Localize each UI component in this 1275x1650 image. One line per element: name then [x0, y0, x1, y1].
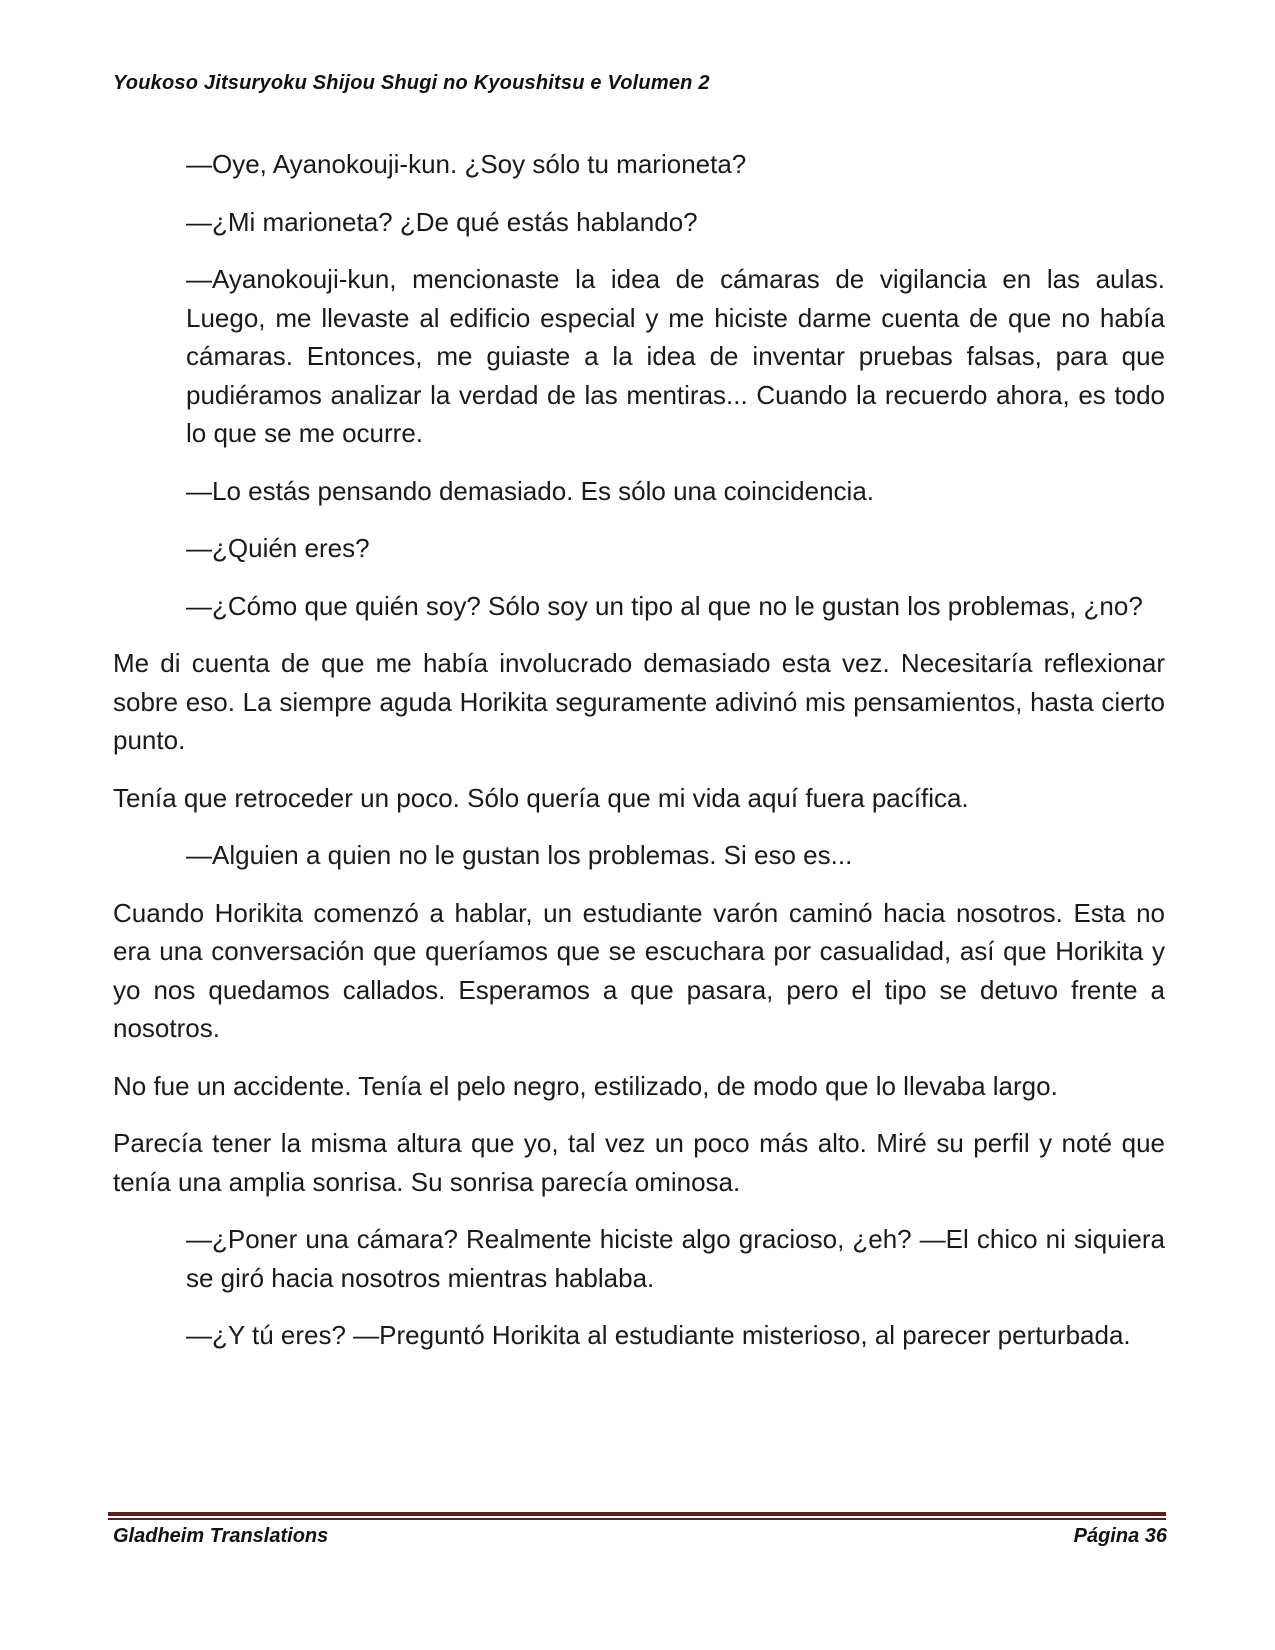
- dialog-paragraph: —¿Cómo que quién soy? Sólo soy un tipo al que no le gustan los problemas, ¿no?: [186, 590, 1143, 621]
- footer-divider-thin: [108, 1518, 1166, 1520]
- page-header-title: Youkoso Jitsuryoku Shijou Shugi no Kyoushitsu e Volumen 2: [113, 72, 710, 94]
- dialog-paragraph: —¿Poner una cámara? Realmente hiciste algo gracioso, ¿eh? —El chico ni siquiera se giró hacia nosotros mientras hablaba.: [186, 1224, 1165, 1293]
- dialog-paragraph: —Lo estás pensando demasiado. Es sólo una coincidencia.: [186, 475, 874, 506]
- narration-paragraph: Tenía que retroceder un poco. Sólo quería que mi vida aquí fuera pacífica.: [113, 782, 969, 813]
- narration-paragraph: Cuando Horikita comenzó a hablar, un estudiante varón caminó hacia nosotros. Esta no era una conversación que queríamos que se escuchara por casualidad, así que Horikita y yo nos quedamos callados. Esperamos a que pasara, pero el tipo se detuvo frente a nosotros.: [113, 897, 1165, 1043]
- dialog-paragraph: —Ayanokouji-kun, mencionaste la idea de cámaras de vigilancia en las aulas. Luego, me llevaste al edificio especial y me hiciste darme cuenta de que no había cámaras. Entonces, me guiaste a la idea de inventar pruebas falsas, para que pudiéramos analizar la verdad de las mentiras... Cuando la recuerdo ahora, es todo lo que se me ocurre.: [186, 264, 1165, 448]
- narration-paragraph: Parecía tener la misma altura que yo, tal vez un poco más alto. Miré su perfil y noté que tenía una amplia sonrisa. Su sonrisa parecía ominosa.: [113, 1128, 1165, 1197]
- dialog-paragraph: —¿Y tú eres? —Preguntó Horikita al estudiante misterioso, al parecer perturbada.: [186, 1320, 1131, 1350]
- narration-paragraph: No fue un accidente. Tenía el pelo negro, estilizado, de modo que lo llevaba largo.: [113, 1070, 1058, 1101]
- dialog-paragraph: —¿Mi marioneta? ¿De qué estás hablando?: [186, 206, 698, 237]
- page-number: Página 36: [1073, 1525, 1167, 1547]
- page-body: [113, 145, 1165, 1374]
- dialog-paragraph: —Oye, Ayanokouji-kun. ¿Soy sólo tu marioneta?: [186, 149, 747, 179]
- narration-paragraph: Me di cuenta de que me había involucrado demasiado esta vez. Necesitaría reflexionar sobre eso. La siempre aguda Horikita seguramente adivinó mis pensamientos, hasta cierto punto.: [113, 648, 1165, 755]
- footer-divider-thick: [108, 1512, 1166, 1516]
- dialog-paragraph: —Alguien a quien no le gustan los problemas. Si eso es...: [186, 840, 853, 870]
- footer-divider: [108, 1512, 1166, 1520]
- dialog-paragraph: —¿Quién eres?: [186, 533, 370, 563]
- footer-credit: Gladheim Translations: [113, 1525, 329, 1547]
